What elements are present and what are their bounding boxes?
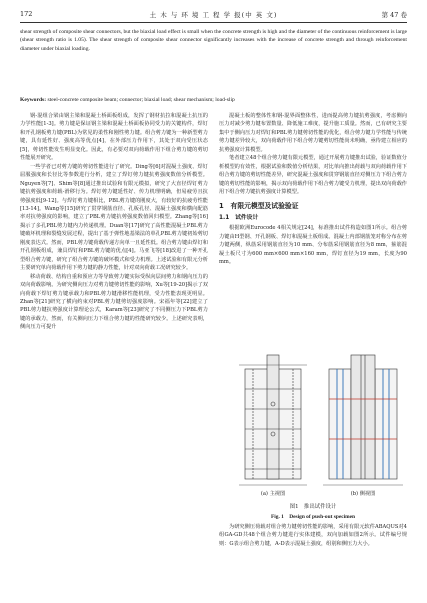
page-header	[20, 8, 407, 23]
figure-1	[219, 349, 407, 499]
subsection-heading: 1.1 试件设计	[219, 214, 259, 221]
paragraph: 移动荷载、结构自重和预应力等导致剪力键实际受纵向层间剪力和钢向压力的双向荷载影响。为研究侧向压力对剪力键剪切性能的影响，Xu等[19-20]揭示了双向荷载下焊钉剪力键承载力和PBL剪力键滑移性能机理，受力性能表现更明显。Zhan等[21]研究了横向约束对PBL剪力键剪切强度影响。宋福年等[22]建立了PBL剪力键抗剪强度计算理论公式，Karam等[23]研究了不同侧压力下PBL剪力键的承载力，然而，有关侧向压力下组合剪力键的性能研究较少。上述研究表明，侧向压力可提升	[20, 273, 208, 331]
paragraph: 根据欧洲Eurocode 4相关规定[24]，标准推出试件构造如图1所示。组合剪力键由H型钢、开孔钢板、焊钉和混凝土板组成。混凝土内部钢筋笼对称分布在剪力键两侧，纵筋采用钢筋直径为10 mm、分布筋采用钢筋直径为8 mm，箍筋混凝土板尺寸为600 mm×600 mm×160 mm，焊钉直径为19 mm，长度为90 mm。	[219, 225, 407, 266]
page-number: 172	[20, 10, 33, 18]
paragraph: 钢-混组合梁由钢主梁和混凝土桥面板组成，发挥了钢材抗拉和混凝土抗压的力学性能[1-3]。剪力键是保证钢主梁和混凝土桥面板协同受力的关键构件，焊钉和开孔钢板剪力键(PBL)为常见的柔性和刚性剪力键。组合剪力键为一种新型剪力键，具有延性好、强度高等优点[4]，在外部压力作用下，其处于双向受压状态[5]，剪切性能发生明显变化。因此，有必要对双向荷载作用下组合剪力键的剪切性能展开研究。	[20, 113, 208, 162]
volume-label: 第 47 卷	[381, 11, 407, 19]
figure-caption-cn: 图1 推出试件设计	[289, 504, 337, 510]
subfigure-a-label: (a) 主视图	[260, 491, 286, 497]
keywords-text: steel-concrete composite beam; connector; biaxial load; shear mechanism; load-slip	[46, 97, 235, 103]
paragraph: 笔者建立48个组合剪力键有限元模型，通过开展剪力键推出试验，验证数值分析模型的有效性，根据试验和数值分析结果，对比单向推出荷载与双向荷载作用下组合剪力键的剪切性能差异，研究混凝土强度和贯穿钢筋直径对侧压力下组合剪力键的剪切性能的影响，揭示双向荷载作用下组合剪力键受力机理，提出双向荷载作用下组合剪力键抗剪强度计算模型。	[219, 155, 407, 196]
right-column-bottom	[219, 523, 407, 548]
keywords-label: Keywords:	[20, 97, 47, 103]
front-view	[239, 355, 307, 485]
paragraph: 为研究侧压荷载对组合剪力键剪切性能的影响，采用有限元软件ABAQUS对4组GA-GD共48个组合剪力键进行实体建模，双向加载如图2所示。试件编号规则：G表示组合剪力键，A-D表示混凝土强度，组别和侧压力大小。	[219, 524, 407, 547]
journal-title: 土 木 与 环 境 工 程 学 报(中 英 文)	[149, 11, 278, 19]
section-heading: 1 有限元模型及试验验证	[219, 201, 299, 210]
paragraph: 一些学者已对剪力键的剪切性能进行了研究。Ding等[6]对混凝土强度、焊钉屈服强度和长径比等参数进行分析，建立了焊钉剪力键抗剪强度数值分析模型。Nguyen等[7]、Shim等[8]通过推出试验和有限元模拟，研究了大直径焊钉剪力键抗剪强度和荷载-滑移行为。焊钉剪力键延性好、传力机理明确，但易疲劳且抗剪强度低[9-12]。与焊钉剪力键相比，PBL剪力键的刚度大，有较好的抗疲劳性能[13-14]。Wang等[15]研究了贯穿钢筋直径、孔板孔径、混凝土强度和横向配筋率对抗剪强度的影响，建立了PBL剪力键抗剪强度数值回归模型。Zhang等[16]揭示了多孔PBL剪力键内力传递机理。Duan等[17]研究了高性能混凝土PBL剪力键破坏机理和裂缝发展过程，提出了基于弹性地基梁法的单孔PBL剪力键初始剪切刚度表达式。然而，PBL剪力键荷载传递方向单一且延性低。组合剪力键由焊钉和开孔钢板组成，兼具焊钉和PBL剪力键的优点[4]。马亚飞等[18]改进了一种开孔型组合剪力键，研究了组合剪力键的破坏模式和受力机理。上述试验和有限元分析主要研究单向荷载作用下剪力键的静力性能，针对双向荷载工况研究较少。	[20, 163, 208, 272]
right-column	[219, 112, 407, 267]
figure-caption-en: Fig. 1 Design of push-out specimen	[270, 514, 355, 520]
subfigure-b-label: (b) 侧视图	[350, 491, 376, 497]
paragraph: 混凝土板的整体性和钢-混界面整体性，进而提高剪力键抗剪强度，考虑侧向压力对减少剪力键布置数量、降低施工难度，提升施工质量。然而，已有研究主要集中于侧向压力对焊钉和PBL剪力键剪切性能的优化，组合剪力键力学性能与传统剪力键差异较大，双向荷载作用下组合剪力键剪切性能尚未明确，亟待建立相应的抗剪强度计算模型。	[219, 113, 407, 153]
left-column	[20, 112, 208, 332]
push-out-specimen-drawing	[219, 349, 407, 499]
side-view	[323, 355, 403, 485]
abstract-continuation: shear strength of composite shear connectors, but the biaxial load effect is small when the concrete strength is high and the diameter of the continuous reinforcement is large (shear strength ratio is 1.05). The shear strength of composite shear connector significantly increases with the increase of concrete strength and through reinforcement diameter under biaxial loading.	[20, 29, 407, 52]
keywords	[20, 97, 407, 103]
